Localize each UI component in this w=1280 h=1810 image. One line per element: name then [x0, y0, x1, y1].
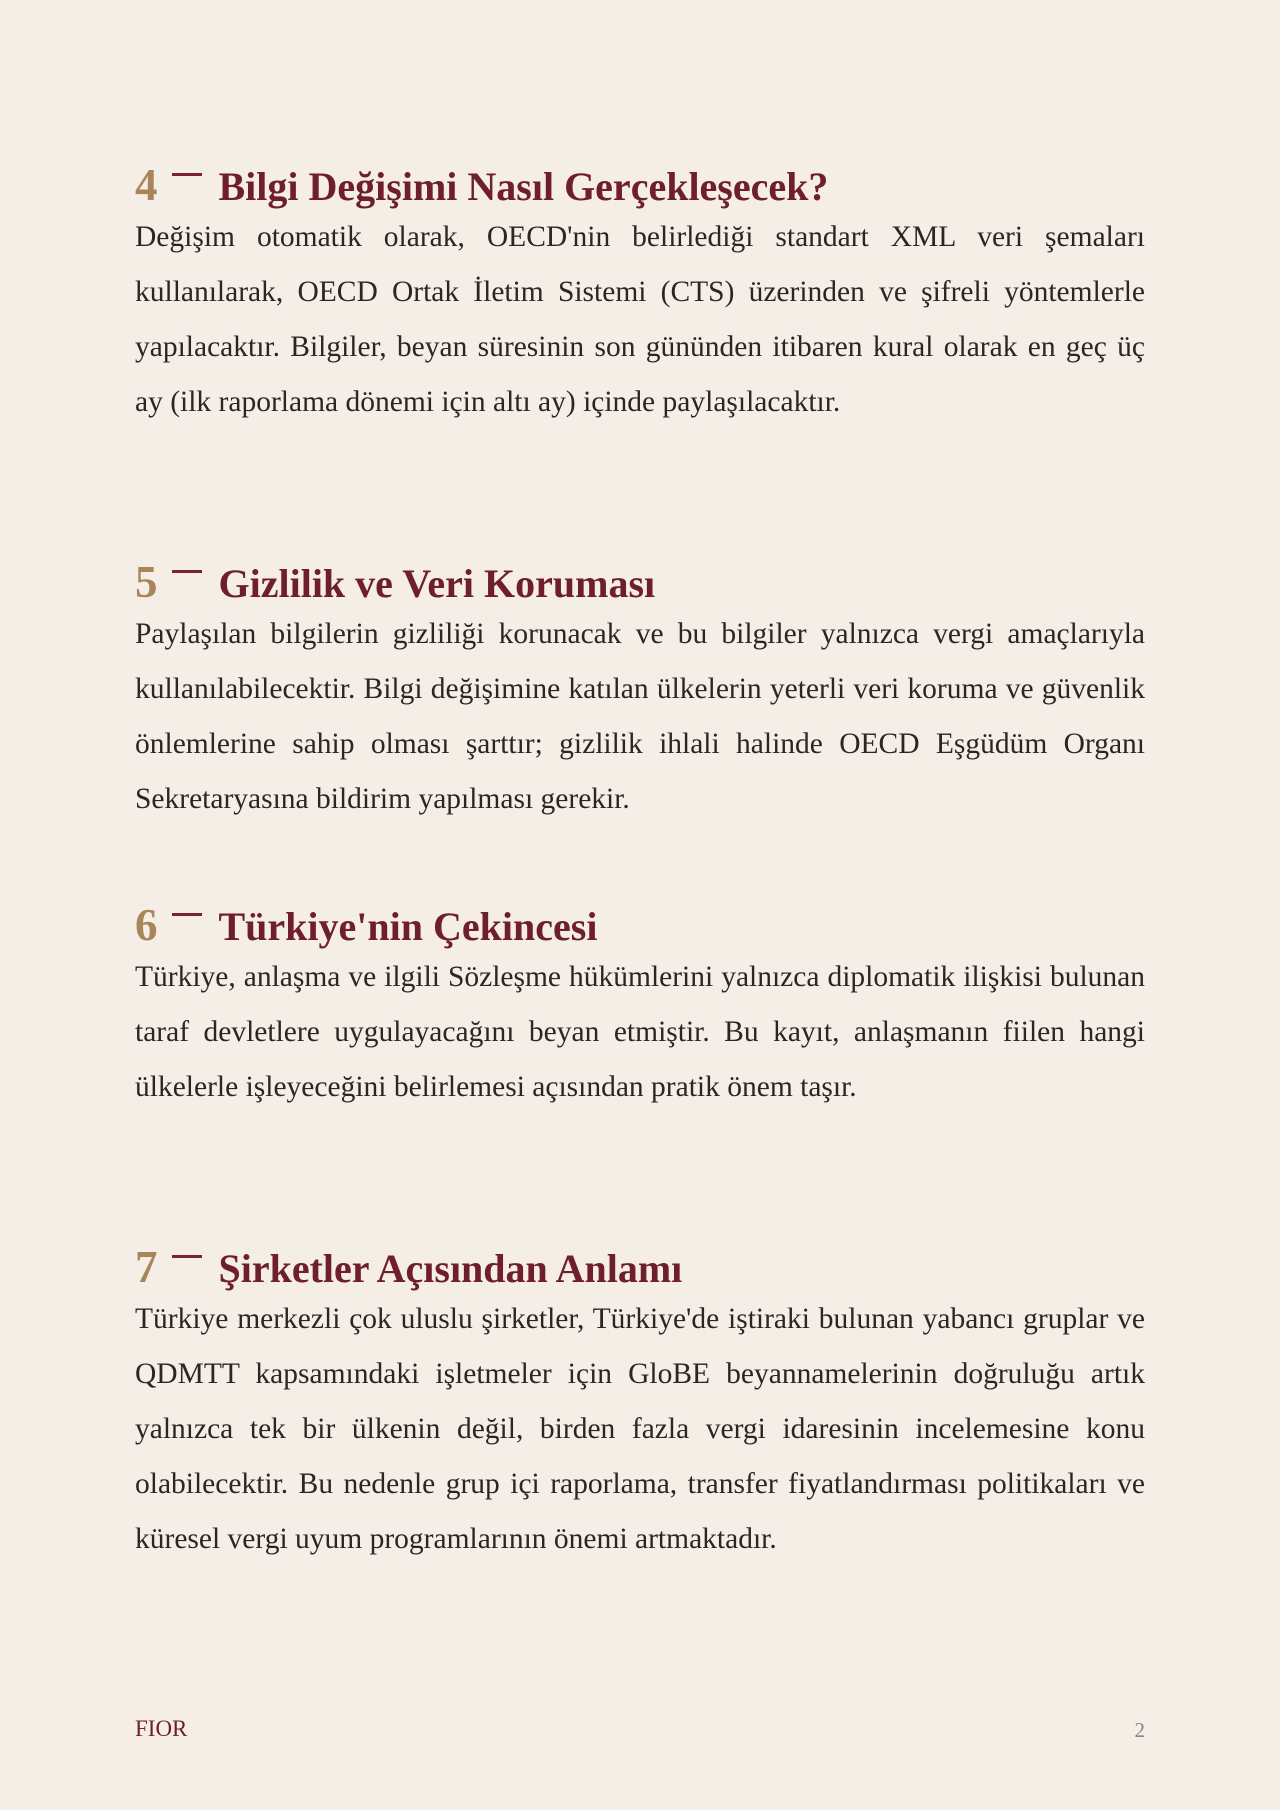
section-7 — [135, 1242, 1145, 1567]
section-number: 4 — [135, 160, 158, 210]
footer-brand: FIOR — [135, 1716, 188, 1741]
section-title: Bilgi Değişimi Nasıl Gerçekleşecek? — [218, 164, 829, 209]
document-page — [135, 0, 1145, 1810]
section-body: Değişim otomatik olarak, OECD'nin belirlediği standart XML veri şemaları kullanılarak, OECD Ortak İletim Sistemi (CTS) üzerinden ve şifreli yöntemlerle yapılacaktır. Bilgiler, beyan süresinin son gününden itibaren kural olarak en geç üç ay (ilk raporlama dönemi için altı ay) içinde paylaşılacaktır. — [135, 221, 1145, 418]
section-heading — [135, 557, 1145, 607]
section-6 — [135, 900, 1145, 1115]
section-body: Türkiye merkezli çok uluslu şirketler, Türkiye'de iştiraki bulunan yabancı gruplar ve QDMTT kapsamındaki işletmeler için GloBE beyannamelerinin doğruluğu artık yalnızca tek bir ülkenin değil, birden fazla vergi idaresinin incelemesine konu olabilecektir. Bu nedenle grup içi raporlama, transfer fiyatlandırması politikaları ve küresel vergi uyum programlarının önemi artmaktadır. — [135, 1303, 1145, 1555]
section-5 — [135, 557, 1145, 827]
section-4 — [135, 160, 1145, 430]
section-body: Türkiye, anlaşma ve ilgili Sözleşme hükümlerini yalnızca diplomatik ilişkisi bulunan taraf devletlere uygulayacağını beyan etmiştir. Bu kayıt, anlaşmanın fiilen hangi ülkelerle işleyeceğini belirlemesi açısından pratik önem taşır. — [135, 961, 1145, 1103]
section-number: 5 — [135, 557, 158, 607]
section-body: Paylaşılan bilgilerin gizliliği korunacak ve bu bilgiler yalnızca vergi amaçlarıyla kullanılabilecektir. Bilgi değişimine katılan ülkelerin yeterli veri koruma ve güvenlik önlemlerine sahip olması şarttır; gizlilik ihlali halinde OECD Eşgüdüm Organı Sekretaryasına bildirim yapılması gerekir. — [135, 618, 1145, 815]
section-heading — [135, 160, 1145, 210]
section-heading — [135, 900, 1145, 950]
dash-divider — [172, 570, 202, 573]
section-heading — [135, 1242, 1145, 1292]
section-number: 6 — [135, 900, 158, 950]
dash-divider — [172, 173, 202, 176]
section-title: Türkiye'nin Çekincesi — [218, 904, 598, 949]
section-title: Şirketler Açısından Anlamı — [218, 1246, 683, 1291]
dash-divider — [172, 913, 202, 916]
dash-divider — [172, 1255, 202, 1258]
section-title: Gizlilik ve Veri Koruması — [218, 561, 656, 606]
section-number: 7 — [135, 1242, 158, 1292]
page-number: 2 — [1134, 1718, 1145, 1742]
